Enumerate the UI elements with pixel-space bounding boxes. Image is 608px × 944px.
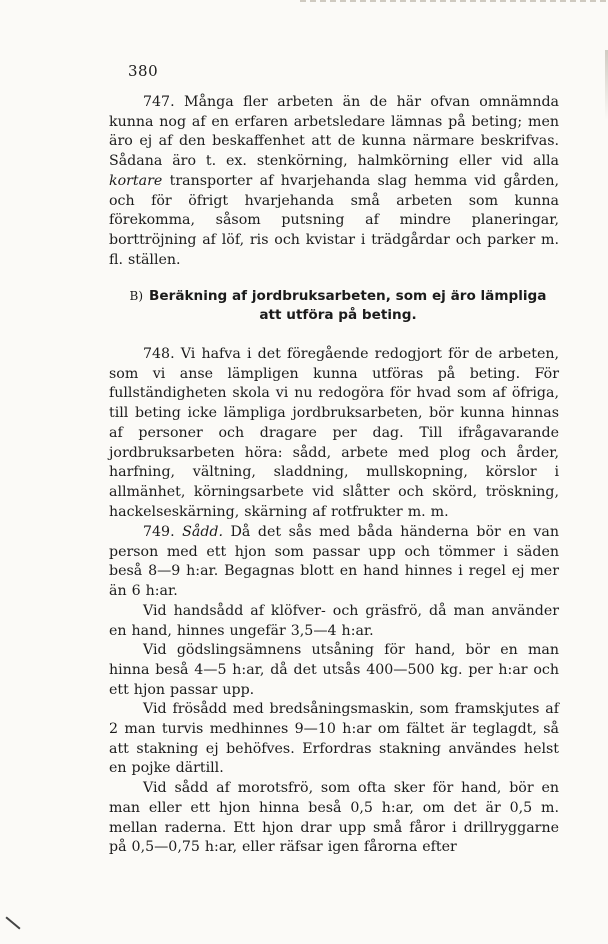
subparagraph-text: Vid handsådd af klöfver- och gräsfrö, då man använder en hand, hinnes ungefär 3,5—4 h:ar. — [109, 602, 559, 639]
corner-mark — [5, 916, 20, 929]
page-number: 380 — [128, 62, 159, 80]
paragraph-text-cont: transporter af hvarjehanda slag hemma vid gården, och för öfrigt hvarjehanda små arbeten som kunna förekomma, såsom putsning af mindre planeringar, borttröjning af löf, ris och kvistar i trädgårdar och parker m. fl. ställen. — [109, 172, 559, 268]
emphasis-text: kortare — [109, 172, 163, 189]
page-edge-shadow — [300, 0, 608, 2]
paragraph-number: 749. — [143, 524, 175, 540]
paragraph-text: Många fler arbeten än de här ofvan omnämnda kunna nog af en erfaren arbetsledare lämnas på beting; men äro ej af den beskaffenhet att de kunna närmare beskrifvas. Sådana äro t. ex. stenkörning, halmkörning eller vid alla — [109, 94, 559, 170]
paragraph-text: Vi hafva i det föregående redogjort för de arbeten, som vi anse lämpligen kunna utföras på beting. För fullständigheten skola vi nu redogöra för hvad som af öfriga, till beting icke lämpliga jordbruksarbeten, bör kunna hinnas af personer och dragare per dag. Till ifrågavarande jordbruksarbeten höra: sådd, arbete med plog och årder, harfning, vältning, sladdning, mullskopning, körslor i allmänhet, körningsarbete vid slåtter och skörd, tröskning, hackelseskärning, skärning af rotfrukter m. m. — [109, 346, 559, 520]
paragraph-number: 748. — [143, 346, 175, 362]
subparagraph-text: Vid sådd af morotsfrö, som ofta sker för hand, bör en man eller ett hjon hinna beså 0,5 h:ar, om det är 0,5 m. mellan raderna. Ett hjon drar upp små fåror i drillryggarne på 0,5—0,75 h:ar, eller räfsar igen fårorna efter — [109, 780, 559, 856]
subparagraph-text: Vid frösådd med bredsåningsmaskin, som framskjutes af 2 man turvis medhinnes 9—10 h:ar om fältet är teglagdt, så att stakning ej behöfves. Erfordras stakning användes helst en pojke därtill. — [109, 701, 559, 777]
subparagraph-text: Vid gödslingsämnens utsåning för hand, bör en man hinna beså 4—5 h:ar, då det utsås 400—500 kg. per h:ar och ett hjon passar upp. — [109, 642, 559, 698]
paragraph-number: 747. — [143, 94, 175, 110]
section-heading — [118, 287, 558, 325]
paragraph-text: Då det sås med båda händerna bör en van person med ett hjon som passar upp och tömmer i säden beså 8—9 h:ar. Begagnas blott en hand hinnes i regel ej mer än 6 h:ar. — [109, 524, 560, 600]
paragraph-747 — [109, 93, 559, 270]
paragraph-748 — [109, 345, 559, 522]
paragraph-title: Sådd. — [182, 524, 223, 540]
section-title: Beräkning af jordbruksarbeten, som ej äro lämpliga att utföra på beting. — [149, 288, 547, 323]
section-label: B) — [129, 289, 144, 303]
paragraph-749 — [109, 523, 559, 858]
